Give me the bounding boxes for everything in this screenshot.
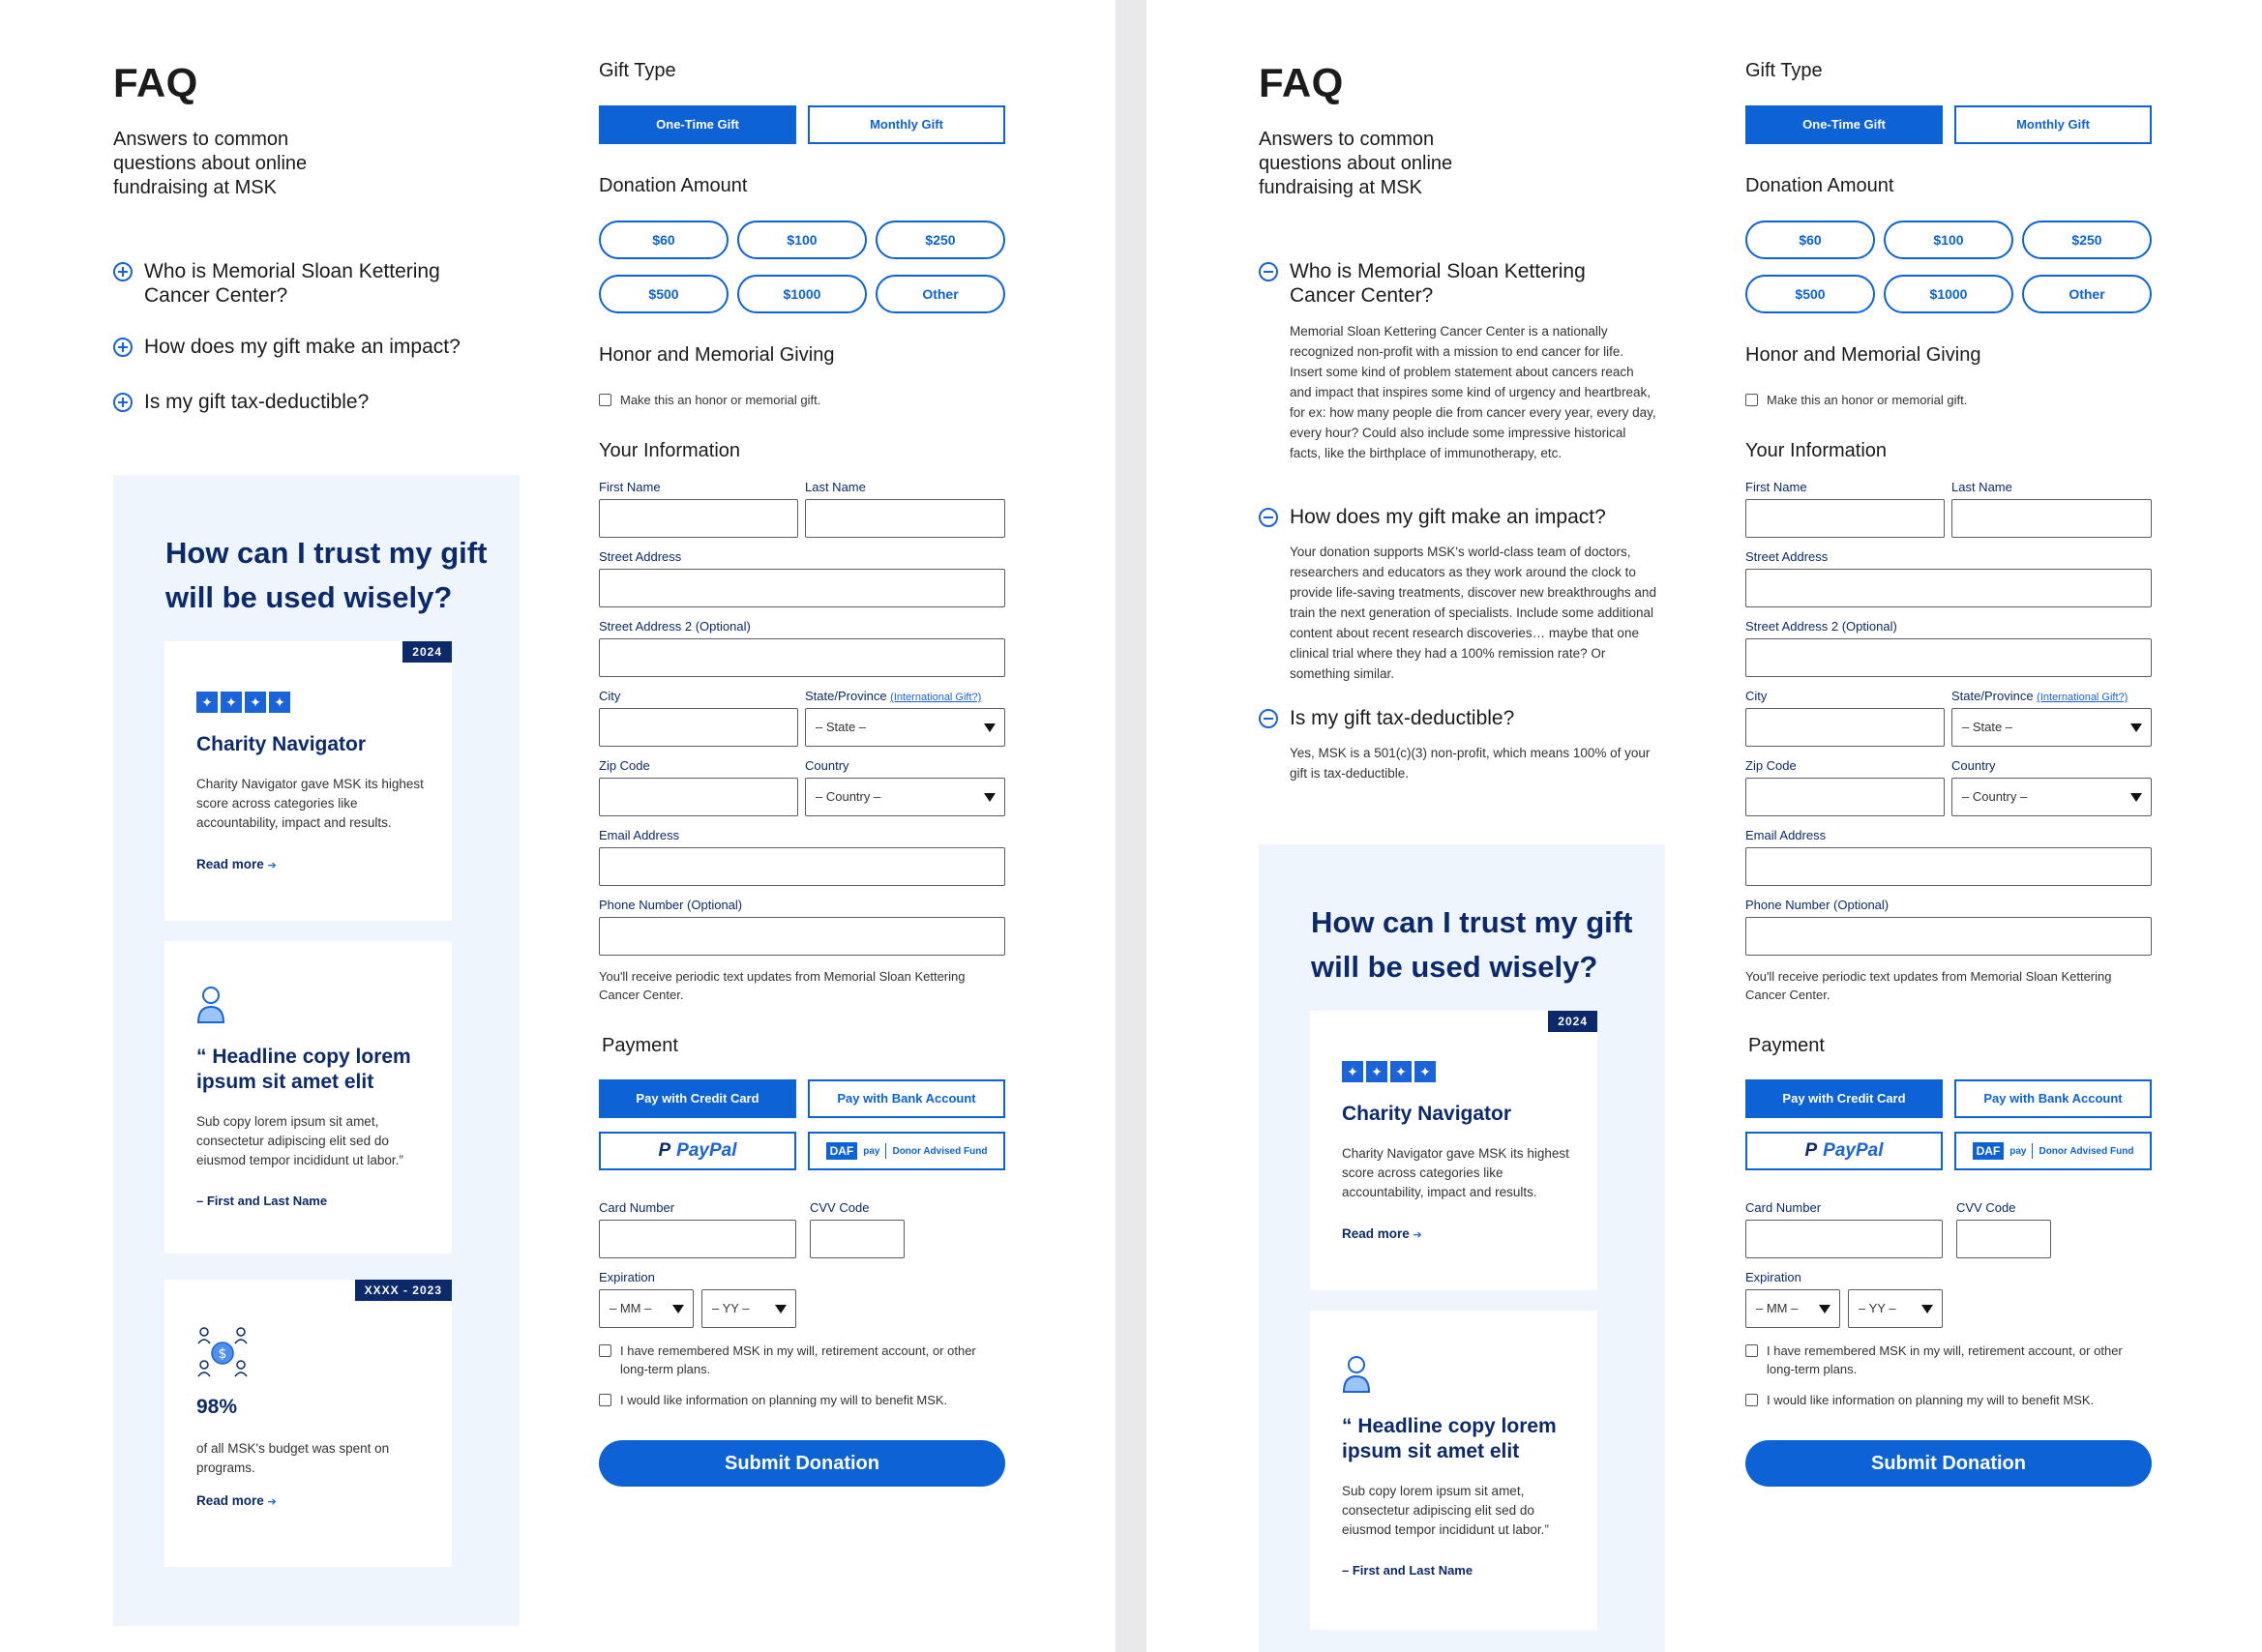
paypal-logo-icon: P: [658, 1140, 671, 1161]
card-number-input[interactable]: [599, 1220, 796, 1258]
cvv-label: CVV Code: [1956, 1200, 2016, 1215]
sms-note: You'll receive periodic text updates from Memorial Sloan Kettering Cancer Center.: [599, 969, 966, 1002]
read-more-link[interactable]: [196, 857, 277, 871]
amount-500-button[interactable]: $500: [599, 275, 729, 313]
honor-checkbox[interactable]: [599, 391, 1005, 409]
last-name-input[interactable]: [805, 499, 1005, 538]
state-select[interactable]: [1951, 708, 2152, 747]
divider: [2032, 1143, 2033, 1159]
card-number-input[interactable]: [1745, 1220, 1943, 1258]
read-more-link[interactable]: [196, 1493, 277, 1508]
pay-bank-account-button[interactable]: Pay with Bank Account: [1954, 1079, 2152, 1118]
faq-question-1[interactable]: [113, 259, 500, 308]
testimonial-author: – First and Last Name: [1342, 1563, 1473, 1578]
street2-label: Street Address 2 (Optional): [599, 619, 751, 634]
will-checkbox-label: I have remembered MSK in my will, retirement account, or other long-term plans.: [1767, 1343, 2123, 1376]
sms-note: You'll receive periodic text updates from Memorial Sloan Kettering Cancer Center.: [1745, 969, 2112, 1002]
amount-60-button[interactable]: $60: [599, 221, 729, 259]
info-checkbox[interactable]: [599, 1391, 1005, 1409]
zip-label: Zip Code: [599, 758, 650, 773]
first-name-label: First Name: [599, 480, 661, 494]
your-information-heading: Your Information: [599, 440, 741, 461]
faq-title: FAQ: [113, 60, 198, 105]
testimonial-card: [1310, 1311, 1597, 1630]
expiration-label: Expiration: [599, 1270, 655, 1284]
state-label: [1951, 689, 2128, 703]
read-more-label: Read more: [1342, 1226, 1410, 1241]
person-icon: [196, 986, 225, 1024]
monthly-gift-button[interactable]: Monthly Gift: [1954, 105, 2152, 144]
amount-100-button[interactable]: $100: [737, 221, 867, 259]
testimonial-author: – First and Last Name: [196, 1194, 328, 1208]
last-name-label: Last Name: [1951, 480, 2012, 494]
charity-navigator-card: [1310, 1011, 1597, 1290]
trust-heading: How can I trust my gift will be used wisely?: [165, 536, 488, 614]
paypal-label: PayPal: [676, 1140, 737, 1161]
daf-fund-label: Donor Advised Fund: [2039, 1145, 2134, 1157]
city-label: City: [599, 689, 621, 703]
amount-100-button[interactable]: $100: [1884, 221, 2013, 259]
budget-body: of all MSK's budget was spent on programs.: [196, 1441, 390, 1475]
donation-amount-heading: Donation Amount: [1745, 175, 1894, 196]
faq-title: FAQ: [1259, 60, 1344, 105]
submit-donation-button[interactable]: Submit Donation: [599, 1440, 1005, 1487]
street-input[interactable]: [599, 569, 1005, 607]
email-label: Email Address: [599, 828, 680, 842]
plus-circle-icon: [113, 338, 133, 357]
testimonial-body: Sub copy lorem ipsum sit amet, consectetur adipiscing elit sed do eiusmod tempor incididunt ut labor.”: [196, 1114, 403, 1167]
street-input[interactable]: [1745, 569, 2152, 607]
street-label: Street Address: [599, 549, 682, 564]
checkbox-box[interactable]: [599, 1344, 611, 1357]
gift-type-heading: Gift Type: [1745, 60, 1823, 81]
arrow-right-icon: ➔: [1413, 1229, 1422, 1241]
read-more-link[interactable]: [1342, 1226, 1422, 1241]
country-select-value: – Country –: [1962, 789, 2028, 804]
country-select-value: – Country –: [816, 789, 881, 804]
checkbox-box[interactable]: [599, 1394, 611, 1406]
read-more-label: Read more: [196, 1493, 264, 1508]
first-name-input[interactable]: [599, 499, 798, 538]
first-name-label: First Name: [1745, 480, 1807, 494]
last-name-label: Last Name: [805, 480, 866, 494]
info-checkbox-label: I would like information on planning my will to benefit MSK.: [1767, 1393, 2095, 1407]
checkbox-box[interactable]: [1745, 394, 1758, 406]
testimonial-headline: “ Headline copy lorem ipsum sit amet elit: [1342, 1415, 1557, 1462]
honor-checkbox[interactable]: [1745, 391, 2152, 409]
arrow-right-icon: ➔: [267, 1496, 277, 1508]
year-select-value: – YY –: [712, 1301, 750, 1315]
amount-60-button[interactable]: $60: [1745, 221, 1875, 259]
payment-heading: Payment: [1748, 1035, 1825, 1056]
caret-down-icon: [2130, 793, 2142, 802]
city-label: City: [1745, 689, 1768, 703]
panel-divider: [1116, 0, 1146, 1652]
phone-label: Phone Number (Optional): [1745, 898, 1890, 912]
star-icon: ✦: [196, 692, 218, 713]
trust-section: [1259, 844, 1665, 1652]
will-checkbox[interactable]: [1745, 1342, 2152, 1378]
checkbox-box[interactable]: [1745, 1394, 1758, 1406]
honor-checkbox-label: Make this an honor or memorial gift.: [1767, 393, 1968, 407]
caret-down-icon: [672, 1305, 684, 1313]
street2-label: Street Address 2 (Optional): [1745, 619, 1897, 634]
zip-input[interactable]: [1745, 778, 1945, 816]
phone-input[interactable]: [1745, 917, 2152, 956]
faq-question-1[interactable]: [1259, 259, 1646, 308]
email-label: Email Address: [1745, 828, 1827, 842]
expiration-label: Expiration: [1745, 1270, 1801, 1284]
minus-circle-icon: [1259, 262, 1278, 281]
arrow-right-icon: ➔: [267, 860, 277, 871]
month-select-value: – MM –: [1756, 1301, 1799, 1315]
card-number-label: Card Number: [599, 1200, 675, 1215]
plus-circle-icon: [113, 393, 133, 412]
caret-down-icon: [1921, 1305, 1933, 1313]
year-select[interactable]: [1848, 1289, 1943, 1328]
honor-heading: Honor and Memorial Giving: [1745, 344, 1981, 366]
year-range-badge: XXXX - 2023: [355, 1280, 452, 1301]
amount-500-button[interactable]: $500: [1745, 275, 1875, 313]
panel-expanded: [1146, 0, 2262, 1652]
email-input[interactable]: [1745, 847, 2152, 886]
daf-pay-label: pay: [863, 1145, 880, 1157]
year-badge: 2024: [1548, 1011, 1597, 1032]
amount-250-button[interactable]: $250: [2022, 221, 2152, 259]
star-icon: ✦: [245, 692, 266, 713]
amount-other-button[interactable]: Other: [2022, 275, 2152, 313]
daf-logo: DAF: [1973, 1142, 2005, 1160]
star-icon: ✦: [221, 692, 242, 713]
state-label-text: State/Province: [1951, 689, 2034, 703]
country-label: Country: [805, 758, 849, 773]
svg-text:$: $: [218, 1346, 227, 1362]
testimonial-card: [164, 941, 452, 1254]
trust-section: [113, 475, 520, 1626]
daf-logo: DAF: [826, 1142, 858, 1160]
city-input[interactable]: [1745, 708, 1945, 747]
panel-collapsed: [0, 0, 1116, 1652]
pay-credit-card-button[interactable]: Pay with Credit Card: [599, 1079, 796, 1118]
donors-dollar-icon: [196, 1326, 251, 1380]
divider: [885, 1143, 886, 1159]
year-select-value: – YY –: [1859, 1301, 1896, 1315]
month-select[interactable]: [599, 1289, 694, 1328]
star-icon: ✦: [1366, 1061, 1387, 1082]
monthly-gift-button[interactable]: Monthly Gift: [808, 105, 1005, 144]
phone-label: Phone Number (Optional): [599, 898, 743, 912]
star-rating: [196, 692, 290, 713]
submit-donation-button[interactable]: Submit Donation: [1745, 1440, 2152, 1487]
faq-question-text: Is my gift tax-deductible?: [144, 391, 370, 413]
star-icon: ✦: [1414, 1061, 1436, 1082]
state-label: [805, 689, 981, 703]
donation-amount-heading: Donation Amount: [599, 175, 748, 196]
one-time-gift-button[interactable]: One-Time Gift: [599, 105, 796, 144]
minus-circle-icon: [1259, 709, 1278, 728]
faq-subtitle: Answers to common questions about online fundraising at MSK: [1259, 129, 1453, 198]
person-icon: [1342, 1355, 1371, 1394]
caret-down-icon: [1819, 1305, 1830, 1313]
gift-type-heading: Gift Type: [599, 60, 676, 81]
paypal-label: PayPal: [1823, 1140, 1884, 1161]
phone-input[interactable]: [599, 917, 1005, 956]
pay-bank-account-button[interactable]: Pay with Bank Account: [808, 1079, 1005, 1118]
last-name-input[interactable]: [1951, 499, 2152, 538]
zip-label: Zip Code: [1745, 758, 1797, 773]
honor-heading: Honor and Memorial Giving: [599, 344, 835, 366]
honor-checkbox-label: Make this an honor or memorial gift.: [620, 393, 821, 407]
cvv-input[interactable]: [1956, 1220, 2051, 1258]
street-label: Street Address: [1745, 549, 1829, 564]
faq-question-text: Who is Memorial Sloan Kettering Cancer Center?: [144, 260, 440, 307]
payment-heading: Payment: [602, 1035, 678, 1056]
faq-question-text: How does my gift make an impact?: [144, 336, 461, 358]
one-time-gift-button[interactable]: One-Time Gift: [1745, 105, 1943, 144]
your-information-heading: Your Information: [1745, 440, 1888, 461]
budget-card: [164, 1280, 452, 1567]
faq-question-text: Is my gift tax-deductible?: [1290, 707, 1515, 729]
month-select-value: – MM –: [610, 1301, 652, 1315]
info-checkbox-label: I would like information on planning my will to benefit MSK.: [620, 1393, 948, 1407]
star-icon: ✦: [1342, 1061, 1363, 1082]
country-select[interactable]: [805, 778, 1005, 816]
star-icon: ✦: [1390, 1061, 1412, 1082]
faq-answer-3: Yes, MSK is a 501(c)(3) non-profit, which means 100% of your gift is tax-deductible.: [1290, 746, 1651, 781]
card-title: Charity Navigator: [1342, 1103, 1512, 1125]
minus-circle-icon: [1259, 508, 1278, 527]
card-body: Charity Navigator gave MSK its highest score across categories like accountability, impact and results.: [196, 777, 424, 830]
charity-navigator-card: [164, 641, 452, 921]
country-select[interactable]: [1951, 778, 2152, 816]
will-checkbox-label: I have remembered MSK in my will, retirement account, or other long-term plans.: [620, 1343, 976, 1376]
paypal-logo-icon: P: [1804, 1140, 1818, 1161]
daf-pay-button[interactable]: [1954, 1132, 2152, 1170]
state-select-value: – State –: [1962, 720, 2013, 734]
amount-other-button[interactable]: Other: [876, 275, 1005, 313]
first-name-input[interactable]: [1745, 499, 1945, 538]
year-select[interactable]: [701, 1289, 796, 1328]
read-more-label: Read more: [196, 857, 264, 871]
daf-fund-label: Donor Advised Fund: [892, 1145, 988, 1157]
faq-question-text: How does my gift make an impact?: [1290, 506, 1606, 528]
checkbox-box[interactable]: [1745, 1344, 1758, 1357]
pay-credit-card-button[interactable]: Pay with Credit Card: [1745, 1079, 1943, 1118]
testimonial-body: Sub copy lorem ipsum sit amet, consectetur adipiscing elit sed do eiusmod tempor incididunt ut labor.”: [1342, 1484, 1549, 1537]
amount-1000-button[interactable]: $1000: [737, 275, 867, 313]
zip-input[interactable]: [599, 778, 798, 816]
faq-answer-1: Memorial Sloan Kettering Cancer Center is a nationally recognized non-profit with a mission to end cancer for life. Insert some kind of problem statement about cancers reach and impact that inspires some kind of urgency and heartbreak, for ex: how many people die from cancer every year, every day, every hour? Could also include some impressive historical facts, like the birthplace of immunotherapy, etc.: [1290, 324, 1656, 460]
info-checkbox[interactable]: [1745, 1391, 2152, 1409]
checkbox-box[interactable]: [599, 394, 611, 406]
star-rating: [1342, 1061, 1436, 1082]
state-select[interactable]: [805, 708, 1005, 747]
international-gift-link[interactable]: (International Gift?): [2037, 692, 2128, 703]
state-label-text: State/Province: [805, 689, 887, 703]
caret-down-icon: [984, 793, 996, 802]
caret-down-icon: [984, 723, 996, 732]
faq-subtitle: Answers to common questions about online fundraising at MSK: [113, 129, 308, 198]
faq-question-text: Who is Memorial Sloan Kettering Cancer Center?: [1290, 260, 1586, 307]
faq-question-2[interactable]: [113, 335, 500, 359]
city-input[interactable]: [599, 708, 798, 747]
will-checkbox[interactable]: [599, 1342, 1005, 1378]
email-input[interactable]: [599, 847, 1005, 886]
caret-down-icon: [2130, 723, 2142, 732]
card-title: Charity Navigator: [196, 733, 367, 755]
cvv-input[interactable]: [810, 1220, 905, 1258]
plus-circle-icon: [113, 262, 133, 281]
daf-pay-button[interactable]: [808, 1132, 1005, 1170]
trust-heading: How can I trust my gift will be used wisely?: [1311, 905, 1633, 984]
country-label: Country: [1951, 758, 1996, 773]
card-body: Charity Navigator gave MSK its highest score across categories like accountability, impact and results.: [1342, 1146, 1569, 1199]
amount-250-button[interactable]: $250: [876, 221, 1005, 259]
budget-stat: 98%: [196, 1396, 238, 1418]
faq-question-3[interactable]: [1259, 706, 1646, 730]
daf-pay-label: pay: [2009, 1145, 2027, 1157]
faq-answer-2: Your donation supports MSK's world-class team of doctors, researchers and educators as they work around the clock to provide life-saving treatments, discover new breakthroughs and train the next generation of specialists. Include some additional content about recent research discoveries… maybe that one clinical trial where they had a 100% remission rate? Or something similar.: [1290, 545, 1656, 681]
street2-input[interactable]: [1745, 638, 2152, 677]
card-number-label: Card Number: [1745, 1200, 1822, 1215]
star-icon: ✦: [269, 692, 290, 713]
year-badge: 2024: [402, 641, 452, 663]
faq-question-3[interactable]: [113, 390, 500, 414]
faq-question-2[interactable]: [1259, 505, 1646, 529]
month-select[interactable]: [1745, 1289, 1840, 1328]
amount-1000-button[interactable]: $1000: [1884, 275, 2013, 313]
street2-input[interactable]: [599, 638, 1005, 677]
paypal-button[interactable]: [599, 1132, 796, 1170]
caret-down-icon: [775, 1305, 787, 1313]
cvv-label: CVV Code: [810, 1200, 870, 1215]
international-gift-link[interactable]: (International Gift?): [890, 692, 982, 703]
state-select-value: – State –: [816, 720, 867, 734]
paypal-button[interactable]: [1745, 1132, 1943, 1170]
testimonial-headline: “ Headline copy lorem ipsum sit amet elit: [196, 1046, 411, 1093]
